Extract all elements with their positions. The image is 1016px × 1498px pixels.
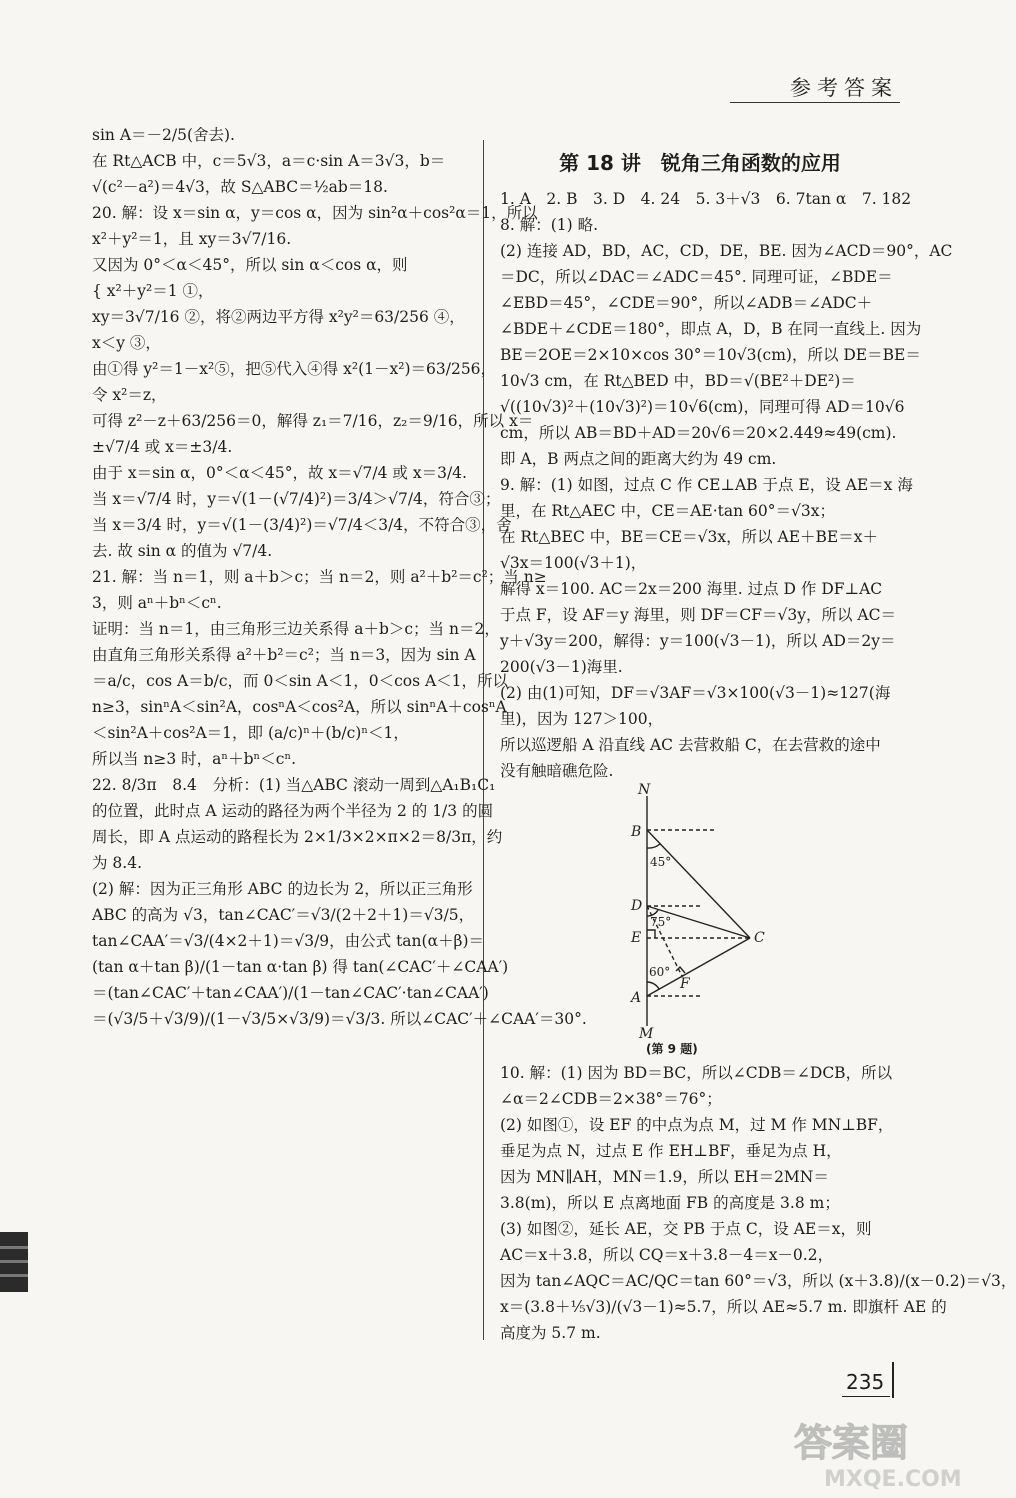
text-line: x＜y ③， (92, 334, 161, 352)
text-line: (tan α＋tan β)/(1－tan α·tan β) 得 tan(∠CAC′＋∠CAA′) (92, 958, 509, 976)
text-line: √((10√3)²＋(10√3)²)＝10√6(cm)，同理可得 AD＝10√6 (500, 398, 905, 416)
text-line: sin A＝－2/5(舍去). (92, 126, 235, 144)
header-rule (730, 102, 900, 103)
text-line: x＝(3.8＋⅕√3)/(√3－1)≈5.7，所以 AE≈5.7 m. 即旗杆 AE 的 (500, 1298, 947, 1316)
right-angle-e (647, 930, 655, 938)
angle-60: 60° (649, 965, 671, 979)
text-line: 8. 解：(1) 略. (500, 216, 599, 234)
side-tab-stripe (0, 1274, 28, 1277)
text-line: 令 x²＝z， (92, 386, 167, 404)
text-line: 于点 F，设 AF＝y 海里，则 DF＝CF＝√3y，所以 AC＝ (500, 606, 896, 624)
text-line: 因为 tan∠AQC＝AC/QC＝tan 60°＝√3，所以 (x＋3.8)/(x－0.2)＝√3， (500, 1272, 1016, 1290)
text-line: ∠BDE＋∠CDE＝180°，即点 A，D，B 在同一直线上. 因为 (500, 320, 922, 338)
text-line: (2) 如图①，设 EF 的中点为点 M，过 M 作 MN⊥BF， (500, 1116, 894, 1134)
watermark-url: MXQE.COM (824, 1467, 962, 1492)
text-line: cm，所以 AB＝BD＋AD＝20√6＝20×2.449≈49(cm). (500, 424, 897, 442)
angle-75: 75° (650, 915, 672, 929)
label-e: E (631, 930, 642, 946)
text-line: 当 x＝√7/4 时，y＝√(1－(√7/4)²)＝3/4＞√7/4，符合③； (92, 490, 501, 508)
text-line: 里，在 Rt△AEC 中，CE＝AE·tan 60°＝√3x； (500, 502, 835, 520)
page-header-title: 参考答案 (790, 76, 898, 100)
text-line: 22. 8/3π 8.4 分析：(1) 当△ABC 滚动一周到△A₁B₁C₁ (92, 776, 496, 794)
text-line: 垂足为点 N，过点 E 作 EH⊥BF，垂足为点 H， (500, 1142, 842, 1160)
text-line: 周长，即 A 点运动的路程长为 2×1/3×2×π×2＝8/3π，约 (92, 828, 503, 846)
text-line: AC＝x＋3.8，所以 CQ＝x＋3.8－4＝x－0.2， (500, 1246, 834, 1264)
label-b: B (631, 824, 642, 840)
text-line: 没有触暗礁危险. (500, 762, 614, 780)
text-line: 所以当 n≥3 时，aⁿ＋bⁿ＜cⁿ. (92, 750, 297, 768)
text-line: ＜sin²A＋cos²A＝1，即 (a/c)ⁿ＋(b/c)ⁿ＜1， (92, 724, 409, 742)
text-line: 的位置，此时点 A 运动的路径为两个半径为 2 的 1/3 的圆 (92, 802, 494, 820)
label-d: D (631, 898, 643, 914)
text-line: ∠EBD＝45°，∠CDE＝90°，所以∠ADB＝∠ADC＋ (500, 294, 873, 312)
side-tab-stripe (0, 1260, 28, 1263)
label-c: C (754, 930, 765, 946)
text-line: n≥3，sinⁿA＜sin²A，cosⁿA＜cos²A，所以 sinⁿA＋cosⁿA (92, 698, 507, 716)
text-line: (2) 解：因为正三角形 ABC 的边长为 2，所以正三角形 (92, 880, 473, 898)
text-line: (2) 由(1)可知，DF＝√3AF＝√3×100(√3－1)≈127(海 (500, 684, 891, 702)
figure-caption: (第 9 题) (646, 1042, 698, 1056)
text-line: 200(√3－1)海里. (500, 658, 623, 676)
label-m: M (639, 1026, 654, 1042)
text-line: y＋√3y＝200，解得：y＝100(√3－1)，所以 AD＝2y＝ (500, 632, 896, 650)
right-angle-f (676, 967, 685, 973)
text-line: 里)，因为 127＞100， (500, 710, 664, 728)
text-line: 去. 故 sin α 的值为 √7/4. (92, 542, 273, 560)
text-line: ＝(tan∠CAC′＋tan∠CAA′)/(1－tan∠CAC′·tan∠CAA′) (92, 984, 489, 1002)
text-line: ABC 的高为 √3，tan∠CAC′＝√3/(2＋2＋1)＝√3/5， (92, 906, 475, 924)
text-line: 1. A 2. B 3. D 4. 24 5. 3＋√3 6. 7tan α 7. 182 (500, 190, 912, 208)
text-line: 由直角三角形关系得 a²＋b²＝c²；当 n＝3，因为 sin A (92, 646, 476, 664)
text-line: ±√7/4 或 x＝±3/4. (92, 438, 233, 456)
text-line: 所以巡逻船 A 沿直线 AC 去营救船 C，在去营救的途中 (500, 736, 881, 754)
text-line: 10√3 cm，在 Rt△BED 中，BD＝√(BE²＋DE²)＝ (500, 372, 856, 390)
text-line: 高度为 5.7 m. (500, 1324, 601, 1342)
text-line: (3) 如图②，延长 AE，交 PB 于点 C，设 AE＝x，则 (500, 1220, 872, 1238)
watermark-logo (784, 1412, 984, 1492)
label-a: A (631, 990, 642, 1006)
section-title: 第 18 讲 锐角三角函数的应用 (559, 151, 841, 175)
text-line: 又因为 0°＜α＜45°，所以 sin α＜cos α，则 (92, 256, 408, 274)
text-line: tan∠CAA′＝√3/(4×2＋1)＝√3/9，由公式 tan(α＋β)＝ (92, 932, 485, 950)
text-line: { x²＋y²＝1 ①， (92, 282, 214, 300)
text-line: 3.8(m)，所以 E 点离地面 FB 的高度是 3.8 m； (500, 1194, 840, 1212)
text-line: x²＋y²＝1，且 xy＝3√7/16. (92, 230, 292, 248)
column-divider (483, 140, 484, 1340)
label-n: N (638, 782, 651, 798)
page-number-rule (842, 1396, 890, 1397)
watermark-chinese: 答案圈 (794, 1421, 909, 1465)
page-number: 235 (846, 1370, 885, 1394)
right-column (500, 150, 1016, 1346)
text-line: 在 Rt△BEC 中，BE＝CE＝√3x，所以 AE＋BE＝x＋ (500, 528, 878, 546)
text-line: BE＝2OE＝2×10×cos 30°＝10√3(cm)，所以 DE＝BE＝ (500, 346, 921, 364)
text-line: √3x＝100(√3＋1)， (500, 554, 647, 572)
text-line: 因为 MN∥AH，MN＝1.9，所以 EH＝2MN＝ (500, 1168, 829, 1186)
text-line: ＝DC，所以∠DAC＝∠ADC＝45°. 同理可证，∠BDE＝ (500, 268, 893, 286)
side-tab-stripe (0, 1246, 28, 1249)
text-line: 解得 x＝100. AC＝2x＝200 海里. 过点 D 作 DF⊥AC (500, 580, 883, 598)
text-line: 由于 x＝sin α，0°＜α＜45°，故 x＝√7/4 或 x＝3/4. (92, 464, 467, 482)
text-line: 20. 解：设 x＝sin α，y＝cos α，因为 sin²α＋cos²α＝1，所以 (92, 204, 538, 222)
side-tab-marker (0, 1232, 28, 1292)
text-line: 为 8.4. (92, 854, 143, 872)
label-f: F (680, 976, 690, 992)
watermark-graphic (784, 1412, 984, 1492)
text-line: (2) 连接 AD，BD，AC，CD，DE，BE. 因为∠ACD＝90°，AC (500, 242, 953, 260)
text-line: 即 A，B 两点之间的距离大约为 49 cm. (500, 450, 777, 468)
text-line: 在 Rt△ACB 中，c＝5√3，a＝c·sin A＝3√3，b＝ (92, 152, 446, 170)
text-line: xy＝3√7/16 ②，将②两边平方得 x²y²＝63/256 ④， (92, 308, 465, 326)
text-line: √(c²－a²)＝4√3，故 S△ABC＝½ab＝18. (92, 178, 388, 196)
text-line: 9. 解：(1) 如图，过点 C 作 CE⊥AB 于点 E，设 AE＝x 海 (500, 476, 913, 494)
arc-45 (647, 844, 660, 848)
text-line: 可得 z²－z＋63/256＝0，解得 z₁＝7/16，z₂＝9/16，所以 x＝ (92, 412, 534, 430)
text-line: 当 x＝3/4 时，y＝√(1－(3/4)²)＝√7/4＜3/4，不符合③，舍 (92, 516, 512, 534)
text-line: 21. 解：当 n＝1，则 a＋b＞c；当 n＝2，则 a²＋b²＝c²；当 n≥ (92, 568, 547, 586)
geometry-diagram (500, 782, 900, 1042)
text-line: ＝a/c，cos A＝b/c，而 0＜sin A＜1，0＜cos A＜1，所以 (92, 672, 509, 690)
text-line: 证明：当 n＝1，由三角形三边关系得 a＋b＞c；当 n＝2， (92, 620, 500, 638)
arc-60 (647, 982, 659, 989)
text-line: 10. 解：(1) 因为 BD＝BC，所以∠CDB＝∠DCB，所以 (500, 1064, 893, 1082)
text-line: ＝(√3/5＋√3/9)/(1－√3/5×√3/9)＝√3/3. 所以∠CAC′＋∠CAA′＝30°. (92, 1010, 587, 1028)
figure-question-9 (500, 782, 900, 1060)
text-line: 由①得 y²＝1－x²⑤，把⑤代入④得 x²(1－x²)＝63/256， (92, 360, 497, 378)
angle-45: 45° (650, 855, 672, 869)
text-line: 3，则 aⁿ＋bⁿ＜cⁿ. (92, 594, 222, 612)
page-number-bar (892, 1362, 894, 1398)
text-line: ∠α＝2∠CDB＝2×38°＝76°； (500, 1090, 722, 1108)
